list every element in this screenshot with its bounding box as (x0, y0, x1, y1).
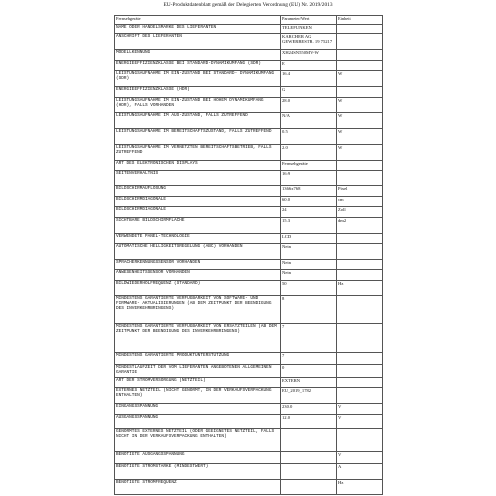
row-value (281, 464, 337, 480)
table-row (115, 186, 383, 197)
row-value: 28.0 (281, 97, 337, 113)
row-value: XH24SN550MV-W (281, 50, 337, 61)
row-unit: V (337, 414, 383, 429)
table-row (115, 160, 383, 171)
table-row (115, 404, 383, 415)
table-row (115, 365, 383, 378)
row-label: MINDESTENS GARANTIERTE VERFÜGBARKEIT VON SOFTWARE- UND FIRMWARE- AKTUALISIERUNGEN (AB DEM ZEITPUNKT DER BEENDIGUNG DES INVERKEHRBRINGENS) (115, 295, 281, 323)
row-unit: W (337, 71, 383, 87)
table-row (115, 377, 383, 388)
row-value: 7 (281, 324, 337, 352)
row-value: Fernsehgeräte (281, 160, 337, 171)
row-label: ANSCHRIFT DES LIEFERANTEN (115, 34, 281, 50)
table-row (115, 97, 383, 113)
row-value (281, 479, 337, 494)
table-row (115, 217, 383, 233)
row-value (281, 451, 337, 464)
row-unit: W (337, 145, 383, 161)
row-value: 16:9 (281, 171, 337, 186)
table-row (115, 34, 383, 50)
row-unit: Zoll (337, 207, 383, 218)
row-unit: V (337, 451, 383, 464)
table-row (115, 388, 383, 404)
row-value: 2.0 (281, 145, 337, 161)
table-row (115, 280, 383, 295)
row-label: BILDWIEDERHOLFREQUENZ (STANDARD) (115, 280, 281, 295)
table-row (115, 171, 383, 186)
row-value: 12.0 (281, 414, 337, 429)
row-label: MODELLKENNUNG (115, 50, 281, 61)
table-row (115, 50, 383, 61)
row-value: 7 (281, 352, 337, 365)
row-unit: Hz (337, 280, 383, 295)
table-row (115, 129, 383, 145)
row-unit (337, 87, 383, 98)
row-label: ART DES ELEKTRONISCHEN DISPLAYS (115, 160, 281, 171)
row-value: EXTERN (281, 377, 337, 388)
row-value (281, 429, 337, 451)
row-label: VERWENDETE PANEL-TECHNOLOGIE (115, 233, 281, 244)
table-row (115, 352, 383, 365)
row-unit (337, 244, 383, 260)
row-label: MINDESTENS GARANTIERTE VERFÜGBARKEIT VON ERSATZTEILEN (AB DEM ZEITPUNKT DER BEENDIGUNG DES INVERKEHRBRINGENS) (115, 324, 281, 352)
row-unit: W (337, 97, 383, 113)
row-value: 0.5 (281, 129, 337, 145)
row-value: 24 (281, 207, 337, 218)
document-title: EU-Produktdatenblatt gemäß der Delegierten Verordnung (EU) Nr. 2019/2013 (163, 2, 333, 8)
row-value: N/A (281, 113, 337, 129)
row-unit (337, 429, 383, 451)
row-label: SICHTBARE BILDSCHIRMFLÄCHE (115, 217, 281, 233)
table-row (115, 270, 383, 281)
row-unit: V (337, 404, 383, 415)
row-unit: Hz (337, 479, 383, 494)
row-unit (337, 60, 383, 71)
row-value: 8 (281, 295, 337, 323)
row-value: 15.3 (281, 217, 337, 233)
row-value: 16.4 (281, 71, 337, 87)
row-unit (337, 365, 383, 378)
table-row (115, 60, 383, 71)
row-label: NAME ODER HANDELSMARKE DES LIEFERANTEN (115, 25, 281, 34)
row-unit: Pixel (337, 186, 383, 197)
row-unit: A (337, 464, 383, 480)
row-unit (337, 25, 383, 34)
row-unit (337, 324, 383, 352)
row-value: G (281, 87, 337, 98)
row-label: BENÖTIGTE STROMFREQUENZ (115, 479, 281, 494)
row-label: AUSGANGSSPANNUNG (115, 414, 281, 429)
row-label: SEITENVERHÄLTNIS (115, 171, 281, 186)
row-value: KARCHER AG GEWERBESTR. 19 75217 (281, 34, 337, 50)
row-unit (337, 259, 383, 270)
table-row (115, 324, 383, 352)
table-row (115, 295, 383, 323)
row-value: 50 (281, 280, 337, 295)
row-unit (337, 50, 383, 61)
header-value: Parameter/Wert (281, 16, 337, 25)
row-label: EINGANGSSPANNUNG (115, 404, 281, 415)
row-unit (337, 377, 383, 388)
row-label: MINDESTLAUFZEIT DER VOM LIEFERANTEN ANGEBOTENEN ALLGEMEINEN GARANTIE (115, 365, 281, 378)
table-row (115, 207, 383, 218)
table-row (115, 479, 383, 494)
table-row (115, 414, 383, 429)
row-label: BILDSCHIRMDIAGONALE (115, 196, 281, 207)
row-label: LEISTUNGSAUFNAHME IM EIN-ZUSTAND BEI STANDARD- DYNAMIKUMFANG (SDR) (115, 71, 281, 87)
row-unit (337, 352, 383, 365)
table-row (115, 87, 383, 98)
table-row (115, 196, 383, 207)
row-label: BILDSCHIRMDIAGONALE (115, 207, 281, 218)
row-value: TELEFUNKEN (281, 25, 337, 34)
row-unit (337, 295, 383, 323)
table-row (115, 464, 383, 480)
product-data-table (114, 15, 383, 495)
row-label: BENÖTIGTE AUSGANGSSPANNUNG (115, 451, 281, 464)
row-value: Nein (281, 270, 337, 281)
row-value: E (281, 60, 337, 71)
row-unit (337, 171, 383, 186)
row-label: ANWESENHEITSSENSOR VORHANDEN (115, 270, 281, 281)
header-unit: Einheit (337, 16, 383, 25)
row-value: 60.0 (281, 196, 337, 207)
row-unit: cm (337, 196, 383, 207)
row-unit: dm2 (337, 217, 383, 233)
row-unit: W (337, 113, 383, 129)
row-label: LEISTUNGSAUFNAHME IM VERNETZTEN BEREITSCHAFTSBETRIEB, FALLS ZUTREFFEND (115, 145, 281, 161)
row-label: SPRACHERKENNUNGSSENSOR VORHANDEN (115, 259, 281, 270)
table-header-row (115, 16, 383, 25)
table-row (115, 451, 383, 464)
row-label: BILDSCHIRMAUFLÖSUNG (115, 186, 281, 197)
row-label: LEISTUNGSAUFNAHME IM AUS-ZUSTAND, FALLS ZUTREFFEND (115, 113, 281, 129)
table-row (115, 429, 383, 451)
table-row (115, 71, 383, 87)
table-row (115, 259, 383, 270)
row-value: Nein (281, 244, 337, 260)
row-value: EU_2019_1782 (281, 388, 337, 404)
row-label: MINDESTENS GARANTIERTE PRODUKTUNTERSTÜTZUNG (115, 352, 281, 365)
row-label: GENORMTES EXTERNES NETZTEIL (ODER GEEIGNETES NETZTEIL, FALLS NICHT IN DER VERKAUFSVERPACKUNG ENTHALTEN) (115, 429, 281, 451)
row-unit (337, 34, 383, 50)
table-row (115, 145, 383, 161)
table-row (115, 25, 383, 34)
row-label: LEISTUNGSAUFNAHME IM BEREITSCHAFTSZUSTAND, FALLS ZUTREFFEND (115, 129, 281, 145)
table-row (115, 233, 383, 244)
row-unit (337, 233, 383, 244)
row-value: 0 (281, 365, 337, 378)
header-property: Fernsehgeräte (115, 16, 281, 25)
row-value: 230.0 (281, 404, 337, 415)
row-value: Nein (281, 259, 337, 270)
row-unit (337, 270, 383, 281)
row-unit (337, 160, 383, 171)
table-row (115, 113, 383, 129)
row-label: EXTERNES NETZTEIL (NICHT GENORMT, IN DER VERKAUFSVERPACKUNG ENTHALTEN) (115, 388, 281, 404)
row-unit (337, 388, 383, 404)
row-value: LCD (281, 233, 337, 244)
row-unit: W (337, 129, 383, 145)
row-label: LEISTUNGSAUFNAHME IM EIN-ZUSTAND BEI HOHEM DYNAMIKUMFANG (HDR), FALLS VORHANDEN (115, 97, 281, 113)
row-label: ENERGIEEFFIZIENZKLASSE (HDR) (115, 87, 281, 98)
row-value: 1366x768 (281, 186, 337, 197)
row-label: BENÖTIGTE STROMSTÄRKE (MINDESTWERT) (115, 464, 281, 480)
row-label: ART DER STROMVERSORGUNG (NETZTEIL) (115, 377, 281, 388)
row-label: AUTOMATISCHE HELLIGKEITSREGELUNG (ABC) VORHANDEN (115, 244, 281, 260)
table-row (115, 244, 383, 260)
row-label: ENERGIEEFFIZIENZKLASSE BEI STANDARD-DYNAMIKUMFANG (SDR) (115, 60, 281, 71)
